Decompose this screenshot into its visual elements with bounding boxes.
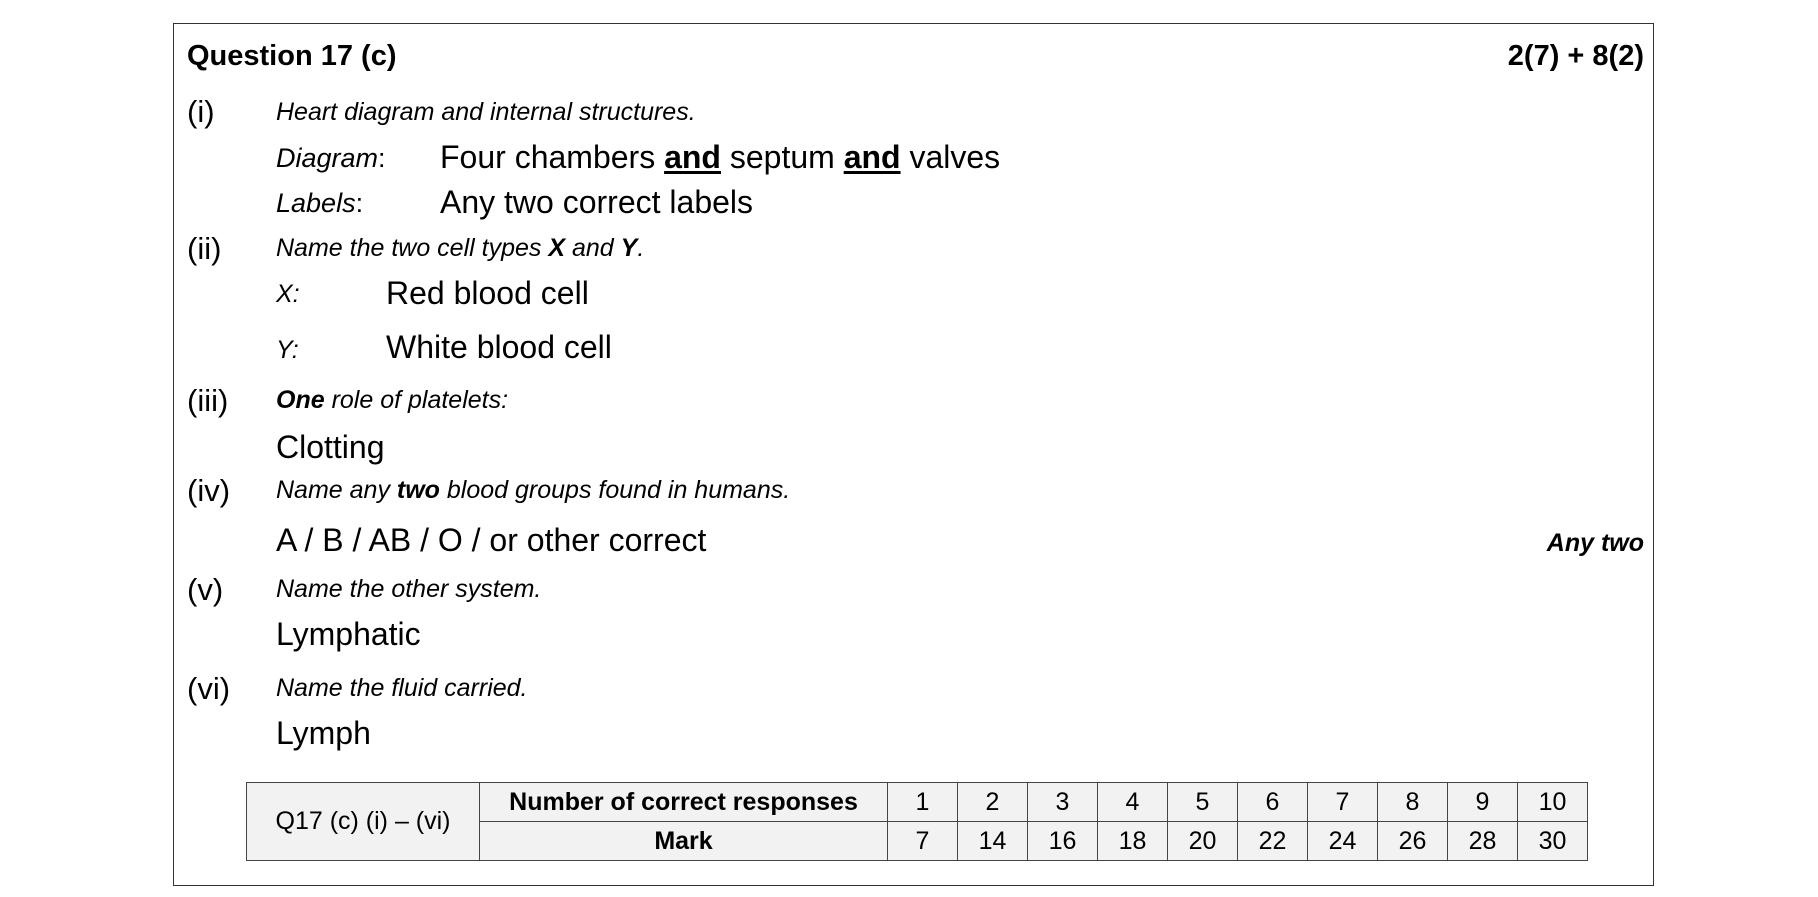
any-two-note: Any two	[1546, 529, 1644, 557]
part-question: Name the two cell types X and Y.	[276, 234, 645, 262]
diagram-label: Diagram	[276, 143, 379, 173]
response-cell: 3	[1028, 783, 1098, 822]
x-label: X:	[276, 280, 300, 308]
response-cell: 7	[1308, 783, 1378, 822]
part-question: Name the fluid carried.	[276, 674, 528, 702]
response-cell: 10	[1518, 783, 1588, 822]
mark-cell: 14	[958, 822, 1028, 861]
part-number: (v)	[187, 572, 224, 607]
mark-cell: 7	[888, 822, 958, 861]
part-answer: Lymphatic	[276, 616, 421, 652]
x-answer: Red blood cell	[386, 275, 589, 311]
part-answer: Lymph	[276, 715, 371, 751]
table-row	[247, 783, 1588, 822]
labels-label-row: Labels:	[276, 188, 364, 218]
diagram-label-row: Diagram:	[276, 143, 386, 173]
response-cell: 4	[1098, 783, 1168, 822]
response-cell: 5	[1168, 783, 1238, 822]
mark-cell: 24	[1308, 822, 1378, 861]
labels-label: Labels	[276, 188, 356, 218]
question-title: Question 17 (c)	[187, 40, 397, 72]
part-question: One role of platelets:	[276, 386, 509, 414]
marks-table	[246, 782, 1588, 861]
mark-cell: 18	[1098, 822, 1168, 861]
response-cell: 6	[1238, 783, 1308, 822]
part-number: (iv)	[187, 473, 231, 508]
part-question: Heart diagram and internal structures.	[276, 98, 696, 126]
part-question: Name any two blood groups found in humans.	[276, 476, 791, 504]
mark-cell: 20	[1168, 822, 1238, 861]
mark-header-cell: Mark	[480, 822, 888, 861]
part-question: Name the other system.	[276, 575, 542, 603]
part-number: (i)	[187, 94, 215, 129]
mark-cell: 30	[1518, 822, 1588, 861]
response-cell: 1	[888, 783, 958, 822]
mark-cell: 26	[1378, 822, 1448, 861]
labels-answer: Any two correct labels	[440, 184, 754, 220]
response-cell: 8	[1378, 783, 1448, 822]
question-marks: 2(7) + 8(2)	[1507, 40, 1644, 72]
y-answer: White blood cell	[386, 329, 612, 365]
part-number: (ii)	[187, 231, 222, 266]
part-answer: A / B / AB / O / or other correct	[276, 522, 707, 558]
diagram-answer: Four chambers and septum and valves	[440, 139, 1001, 175]
y-label: Y:	[276, 336, 299, 364]
response-cell: 9	[1448, 783, 1518, 822]
part-number: (iii)	[187, 383, 229, 418]
mark-cell: 22	[1238, 822, 1308, 861]
part-number: (vi)	[187, 671, 231, 706]
mark-cell: 16	[1028, 822, 1098, 861]
mark-cell: 28	[1448, 822, 1518, 861]
responses-header-cell: Number of correct responses	[480, 783, 888, 822]
part-answer: Clotting	[276, 429, 385, 465]
response-cell: 2	[958, 783, 1028, 822]
row-label-cell: Q17 (c) (i) – (vi)	[247, 783, 480, 861]
